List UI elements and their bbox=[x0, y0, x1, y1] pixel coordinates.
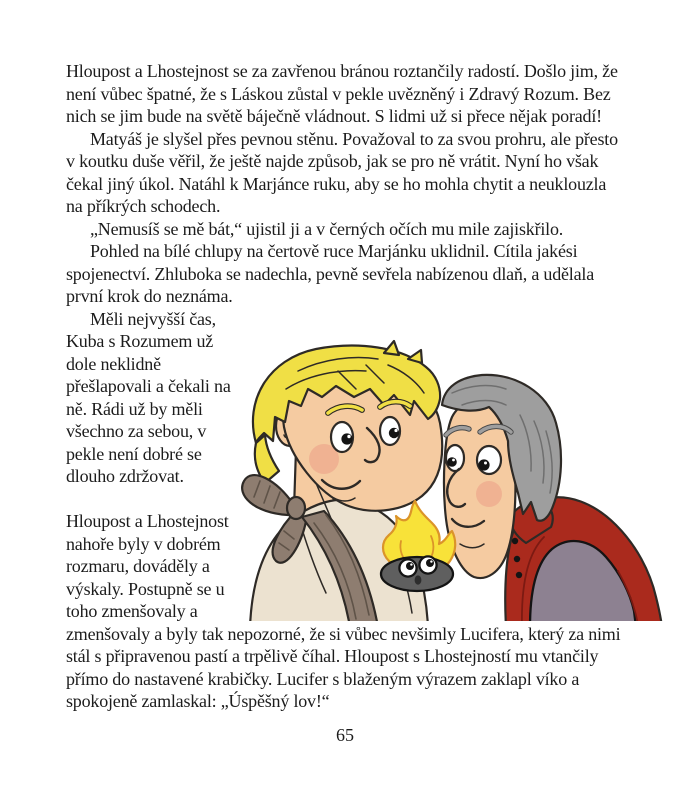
jacket-button bbox=[516, 571, 522, 577]
story-paragraph-2: Matyáš je slyšel přes pevnou stěnu. Považoval to za svou prohru, ale přesto v koutku duše věřil, že ještě najde způsob, jak se pro ně vrátit. Nyní ho však čekal jiný úkol. Natáhl k Marjánce ruku, aby se ho mohla chytit a neuklouzla na příkrých schodech. bbox=[66, 128, 618, 216]
story-text bbox=[66, 0, 624, 713]
jacket-button bbox=[514, 555, 520, 561]
old-man-figure bbox=[442, 374, 662, 620]
story-paragraph-1: Hloupost a Lhostejnost se za zavřenou bránou roztančily radostí. Došlo jim, že není vůbec špatné, že s Láskou zůstal v pekle uvězněný i Zdravý Rozum. Bez nich se jim bude na světě báječně vládnout. S lidmi už si přece nějak poradí! bbox=[66, 61, 618, 126]
coal-body bbox=[381, 557, 453, 591]
man-cheek bbox=[476, 481, 502, 507]
story-paragraph-4: Pohled na bílé chlupy na čertově ruce Marjánku uklidnil. Cítila jakési spojenectví. Zhluboka se nadechla, pevně sevřela nabízenou dlaň, a udělala první krok do neznáma. bbox=[66, 241, 594, 306]
boy-man-coal-illustration bbox=[238, 331, 668, 621]
story-paragraph-5 bbox=[66, 308, 624, 488]
page-number: 65 bbox=[336, 724, 354, 745]
story-paragraph-6: Hloupost a Lhostejnost nahoře byly v dobrém rozmaru, dováděly a výskaly. Postupně se u toho zmenšovaly a zmenšovaly a byly tak nepozorné, že si vůbec nevšimly Lucifera, který za nimi stál s připravenou pastí a trpělivě číhal. Hloupost s Lhostejností mu vtančily přímo do nastavené krabičky. Lucifer s blaženým výrazem zaklapl víko a spokojeně zamlaskal: „Úspěšný lov!“ bbox=[66, 511, 621, 711]
story-paragraph-3: „Nemusíš se mě bát,“ ujistil ji a v černých očích mu mile zajiskřilo. bbox=[90, 218, 564, 239]
coal-creature bbox=[381, 501, 455, 591]
coal-mouth bbox=[415, 575, 422, 584]
jacket-button bbox=[512, 537, 518, 543]
story-paragraph-text: Měli nejvyšší čas, Kuba s Rozumem už dole neklidně přešlapovali a čekali na ně. Rádi už by měli všechno za sebou, v pekle není dobré se dlouho zdržovat. bbox=[66, 308, 231, 486]
story-illustration bbox=[238, 331, 668, 621]
man-jacket bbox=[505, 497, 662, 621]
